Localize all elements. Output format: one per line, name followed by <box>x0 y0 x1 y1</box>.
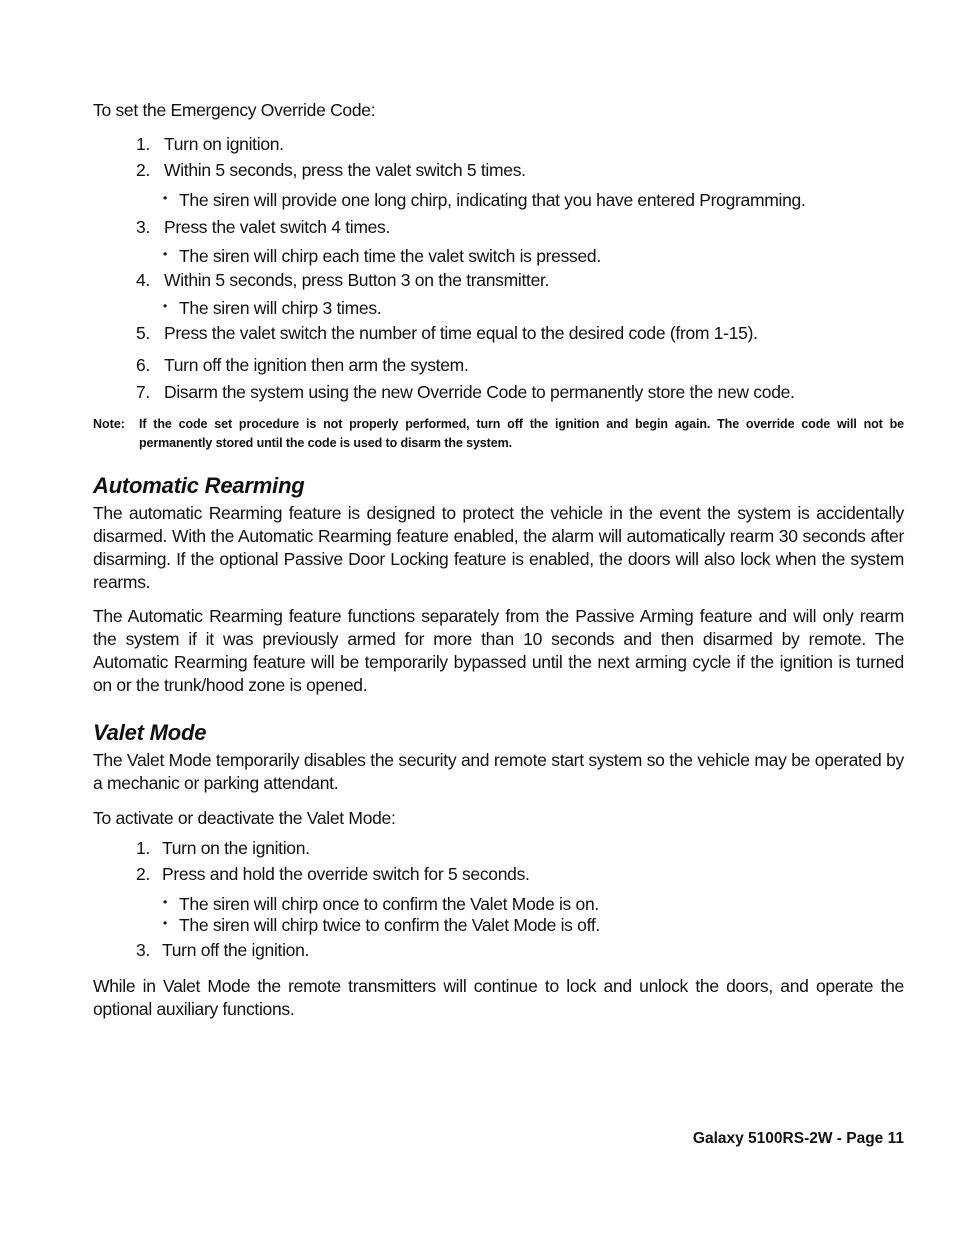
override-step-7 <box>136 381 795 404</box>
rearming-paragraph-1: The automatic Rearming feature is designed to protect the vehicle in the event the system is accidentally disarmed. With the Automatic Rearming feature enabled, the alarm will automatically rearm 30 seconds after disarming. If the optional Passive Door Locking feature is enabled, the doors will also lock when the system rearms. <box>93 503 904 592</box>
valet-paragraph-1: The Valet Mode temporarily disables the security and remote start system so the vehicle may be operated by a mechanic or parking attendant. <box>93 750 904 793</box>
step-text: Turn on the ignition. <box>162 838 310 858</box>
step-text: Press the valet switch the number of time equal to the desired code (from 1-15). <box>164 323 758 343</box>
override-step-2 <box>136 159 526 182</box>
step-number: 6. <box>136 355 150 375</box>
document-page <box>93 0 904 1235</box>
bullet-dot-icon: • <box>163 299 167 313</box>
valet-intro: To activate or deactivate the Valet Mode: <box>93 808 396 828</box>
bullet-dot-icon: • <box>163 247 167 261</box>
step-text: Turn off the ignition then arm the system. <box>164 355 469 375</box>
step-number: 2. <box>136 864 150 884</box>
valet-paragraph-2: While in Valet Mode the remote transmitters will continue to lock and unlock the doors, and operate the optional auxiliary functions. <box>93 976 904 1019</box>
bullet-text: The siren will chirp twice to confirm the Valet Mode is off. <box>179 915 600 935</box>
step-text: Within 5 seconds, press the valet switch 5 times. <box>164 160 526 180</box>
automatic-rearming-heading: Automatic Rearming <box>93 473 305 498</box>
valet-bullet-2 <box>163 912 600 937</box>
bullet-text: The siren will chirp 3 times. <box>179 298 382 318</box>
valet-mode-heading: Valet Mode <box>93 720 207 745</box>
page-footer: Galaxy 5100RS-2W - Page 11 <box>692 1130 904 1147</box>
bullet-text: The siren will provide one long chirp, indicating that you have entered Programming. <box>179 190 806 210</box>
step-text: Turn on ignition. <box>164 134 284 154</box>
step-text: Turn off the ignition. <box>162 940 310 960</box>
override-step-1 <box>136 133 284 156</box>
override-step-6 <box>136 354 469 377</box>
step-text: Press the valet switch 4 times. <box>164 217 391 237</box>
override-step-3 <box>136 216 390 239</box>
override-step-4 <box>136 269 549 292</box>
override-step-5 <box>136 322 758 345</box>
step-number: 2. <box>136 160 150 180</box>
override-intro: To set the Emergency Override Code: <box>93 100 376 120</box>
bullet-text: The siren will chirp each time the valet switch is pressed. <box>179 246 601 266</box>
step-number: 3. <box>136 940 150 960</box>
step-number: 4. <box>136 270 150 290</box>
override-bullet-1 <box>163 187 806 212</box>
bullet-text: The siren will chirp once to confirm the Valet Mode is on. <box>179 894 599 914</box>
step-number: 1. <box>136 838 150 858</box>
step-number: 3. <box>136 217 150 237</box>
note-text: If the code set procedure is not properly performed, turn off the ignition and begin again. The override code will not be permanently stored until the code is used to disarm the system. <box>139 417 904 450</box>
override-bullet-2 <box>163 243 601 268</box>
bullet-dot-icon: • <box>163 191 167 205</box>
note-block <box>93 415 904 453</box>
bullet-dot-icon: • <box>163 916 167 930</box>
step-text: Press and hold the override switch for 5 seconds. <box>162 864 530 884</box>
valet-step-2 <box>136 863 530 886</box>
rearming-paragraph-2: The Automatic Rearming feature functions separately from the Passive Arming feature and will only rearm the system if it was previously armed for more than 10 seconds and then disarmed by remote. The Automatic Rearming feature will be temporarily bypassed until the next arming cycle if the ignition is turned on or the trunk/hood zone is opened. <box>93 606 904 695</box>
step-text: Disarm the system using the new Override Code to permanently store the new code. <box>164 382 795 402</box>
step-text: Within 5 seconds, press Button 3 on the transmitter. <box>164 270 550 290</box>
bullet-dot-icon: • <box>163 895 167 909</box>
valet-step-1 <box>136 837 310 860</box>
valet-step-3 <box>136 939 309 962</box>
step-number: 1. <box>136 134 150 154</box>
override-bullet-3 <box>163 295 381 320</box>
step-number: 5. <box>136 323 150 343</box>
note-label: Note: <box>93 417 125 431</box>
step-number: 7. <box>136 382 150 402</box>
